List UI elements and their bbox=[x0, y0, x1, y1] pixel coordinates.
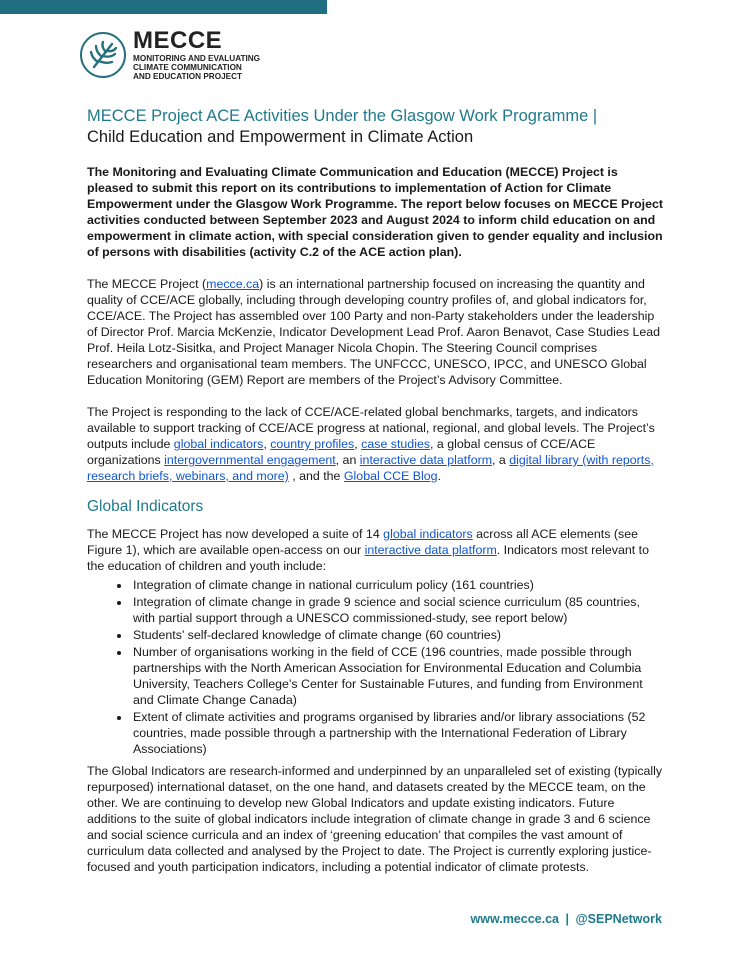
mecce-logo bbox=[80, 27, 261, 81]
global-indicators-link[interactable]: global indicators bbox=[173, 437, 264, 451]
intro-paragraph: The Monitoring and Evaluating Climate Communication and Education (MECCE) Project is pleased to submit this report on its contributions to implementation of Action for Climate Empowerment under the Glasgow Work Programme. The report below focuses on MECCE Project activities conducted between September 2023 and August 2024 to inform child education on and empowerment in climate action, with special consideration given to gender equality and inclusion of persons with disabilities (activity C.2 of the ACE action plan). bbox=[87, 165, 664, 259]
website-link[interactable]: www.mecce.ca bbox=[470, 912, 559, 926]
intergovernmental-engagement-link[interactable]: intergovernmental engagement bbox=[164, 453, 336, 467]
partnership-paragraph: The MECCE Project (mecce.ca) is an international partnership focused on increasing the quantity and quality of CCE/ACE globally, including through developing country profiles of, and global indicators for, CCE/ACE. The Project has assembled over 100 Party and non-Party stakeholders under the leadership of Director Prof. Marcia McKenzie, Indicator Development Lead Prof. Aaron Benavot, Case Studies Lead Prof. Heila Lotz-Sisitka, and Project Manager Nicola Chopin. The Steering Council comprises researchers and organisational team members. The UNFCCC, UNESCO, IPCC, and UNESCO Global Education Monitoring (GEM) Report are members of the Project’s Advisory Committee. bbox=[87, 277, 661, 387]
mecce-link[interactable]: mecce.ca bbox=[206, 277, 260, 291]
page-footer: www.mecce.ca | @SEPNetwork bbox=[470, 912, 662, 926]
section-heading-global-indicators: Global Indicators bbox=[87, 498, 204, 515]
country-profiles-link[interactable]: country profiles bbox=[270, 437, 355, 451]
case-studies-link[interactable]: case studies bbox=[361, 437, 431, 451]
document-body bbox=[87, 106, 665, 891]
global-cce-blog-link[interactable]: Global CCE Blog bbox=[343, 469, 438, 483]
social-handle: @SEPNetwork bbox=[575, 912, 662, 926]
interactive-data-platform-link[interactable]: interactive data platform bbox=[359, 453, 493, 467]
top-accent-bar bbox=[0, 0, 327, 14]
list-item: • Integration of climate change in national curriculum policy (161 countries) bbox=[131, 577, 665, 593]
outputs-paragraph: The Project is responding to the lack of CCE/ACE-related global benchmarks, targets, and indicators available to support tracking of CCE/ACE progress at national, regional, and global levels. The Project’s outputs include global indicators, country profiles, case studies, a global census of CCE/ACE organizations intergovernmental engagement, an interactive data platform, a digital library (with reports, research briefs, webinars, and more) , and the Global CCE Blog. bbox=[87, 405, 655, 483]
leaf-emblem-icon bbox=[80, 32, 126, 78]
page-title: MECCE Project ACE Activities Under the Glasgow Work Programme | Child Education and Empowerment in Climate Action bbox=[87, 107, 598, 146]
list-item: • Extent of climate activities and programs organised by libraries and/or library associations (52 countries, made possible through a partnership with the International Federation of Library Associations) bbox=[131, 709, 665, 757]
digital-library-link[interactable]: digital library (with reports, research briefs, webinars, and more) bbox=[87, 453, 654, 483]
list-item: • Number of organisations working in the field of CCE (196 countries, made possible through partnerships with the North American Association for Environmental Education and Columbia University, Teachers College’s Center for Sustainable Futures, and funding from Environment and Climate Change Canada) bbox=[131, 644, 665, 708]
logo-wordmark: MECCE bbox=[133, 27, 223, 54]
list-item: • Students’ self-declared knowledge of climate change (60 countries) bbox=[131, 627, 665, 643]
indicator-list bbox=[87, 577, 665, 757]
global-indicators-link-2[interactable]: global indicators bbox=[383, 527, 473, 541]
indicators-paragraph: The MECCE Project has now developed a suite of 14 global indicators across all ACE elements (see Figure 1), which are available open-access on our interactive data platform. Indicators most relevant to the education of children and youth include: bbox=[87, 527, 649, 573]
closing-paragraph: The Global Indicators are research-informed and underpinned by an unparalleled set of existing (typically repurposed) international dataset, on the one hand, and datasets created by the MECCE team, on the other. We are continuing to develop new Global Indicators and update existing indicators. Future additions to the suite of global indicators include integration of climate change in grade 3 and 6 science and social science curricula and an index of ‘greening education’ that compiles the vast amount of curriculum data collected and analysed by the Project to date. The Project is currently exploring justice-focused and youth participation indicators, including a potential indicator of climate protests. bbox=[87, 764, 663, 874]
interactive-data-platform-link-2[interactable]: interactive data platform bbox=[364, 543, 497, 557]
list-item: • Integration of climate change in grade 9 science and social science curriculum (85 countries, with partial support through a UNESCO commissioned-study, see report below) bbox=[131, 594, 665, 626]
logo-subtitle: MONITORING AND EVALUATING CLIMATE COMMUNICATION AND EDUCATION PROJECT bbox=[133, 54, 261, 81]
